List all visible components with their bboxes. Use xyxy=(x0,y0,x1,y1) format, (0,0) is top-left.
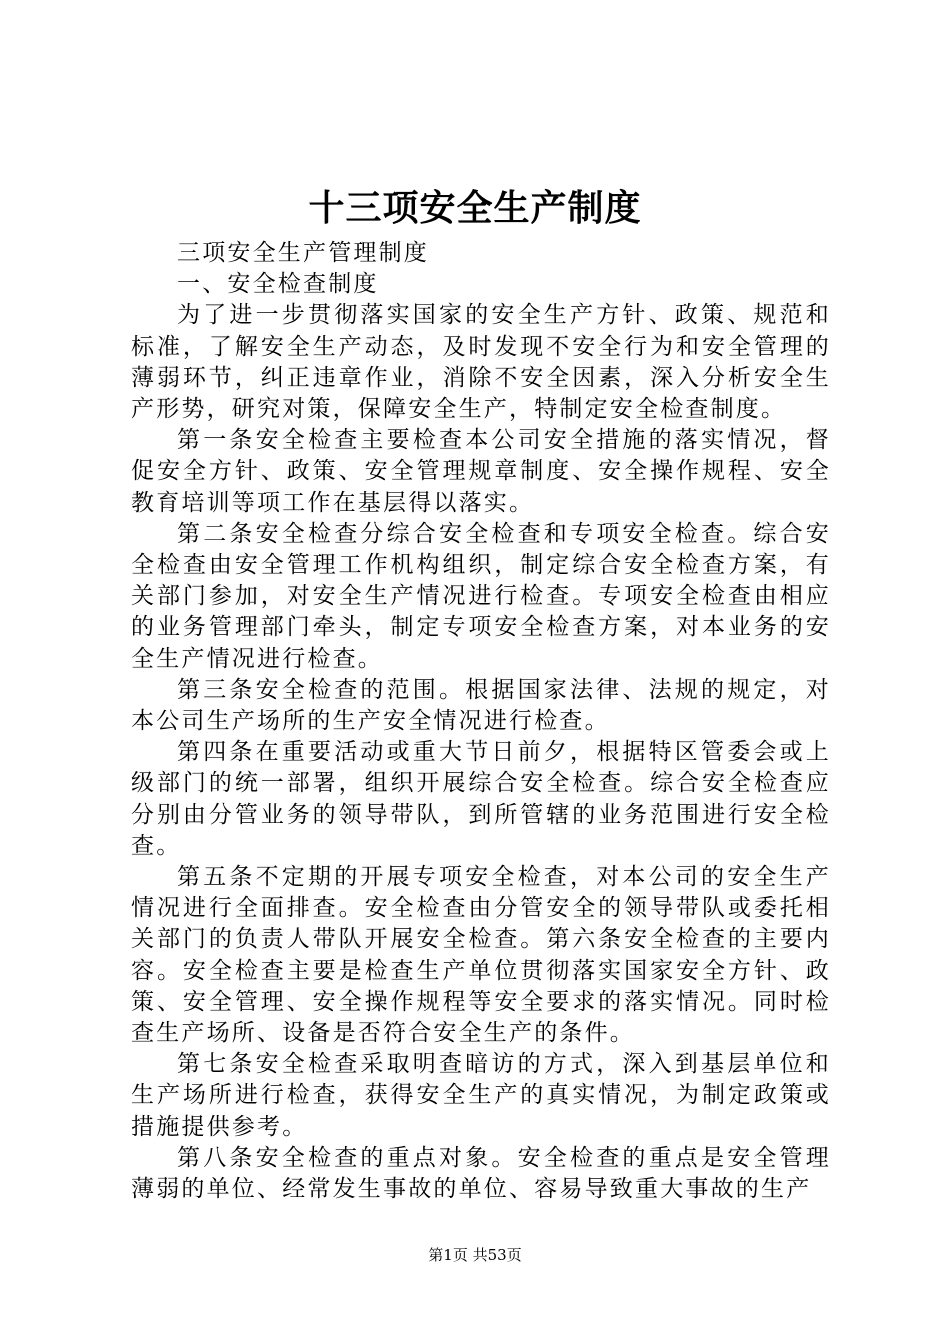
body-paragraph: 第四条在重要活动或重大节日前夕，根据特区管委会或上级部门的统一部署，组织开展综合安全检查。综合安全检查应分别由分管业务的领导带队，到所管辖的业务范围进行安全检查。 xyxy=(131,739,831,859)
section-heading: 三项安全生产管理制度 xyxy=(177,240,429,266)
body-paragraph: 第七条安全检查采取明查暗访的方式，深入到基层单位和生产场所进行检查，获得安全生产的真实情况，为制定政策或措施提供参考。 xyxy=(131,1051,831,1140)
document-title: 十三项安全生产制度 xyxy=(308,187,642,229)
body-paragraph: 第八条安全检查的重点对象。安全检查的重点是安全管理薄弱的单位、经常发生事故的单位、容易导致重大事故的生产 xyxy=(131,1144,831,1203)
body-paragraph: 第二条安全检查分综合安全检查和专项安全检查。综合安全检查由安全管理工作机构组织，制定综合安全检查方案，有关部门参加，对安全生产情况进行检查。专项安全检查由相应的业务管理部门牵头，制定专项安全检查方案，对本业务的安全生产情况进行检查。 xyxy=(131,520,831,672)
body-paragraph: 第一条安全检查主要检查本公司安全措施的落实情况，督促安全方针、政策、安全管理规章制度、安全操作规程、安全教育培训等项工作在基层得以落实。 xyxy=(131,427,831,516)
body-paragraph: 为了进一步贯彻落实国家的安全生产方针、政策、规范和标准，了解安全生产动态，及时发现不安全行为和安全管理的薄弱环节，纠正违章作业，消除不安全因素，深入分析安全生产形势，研究对策，保障安全生产，特制定安全检查制度。 xyxy=(131,302,831,423)
document-body xyxy=(131,238,831,1205)
body-paragraph: 第五条不定期的开展专项安全检查，对本公司的安全生产情况进行全面排查。安全检查由分管安全的领导带队或委托相关部门的负责人带队开展安全检查。第六条安全检查的主要内容。安全检查主要是检查生产单位贯彻落实国家安全方针、政策、安全管理、安全操作规程等安全要求的落实情况。同时检查生产场所、设备是否符合安全生产的条件。 xyxy=(131,864,831,1047)
body-paragraph: 第三条安全检查的范围。根据国家法律、法规的规定，对本公司生产场所的生产安全情况进行检查。 xyxy=(131,676,831,735)
page-footer: 第1页 共53页 xyxy=(428,1246,522,1264)
subsection-heading: 一、安全检查制度 xyxy=(177,271,379,298)
